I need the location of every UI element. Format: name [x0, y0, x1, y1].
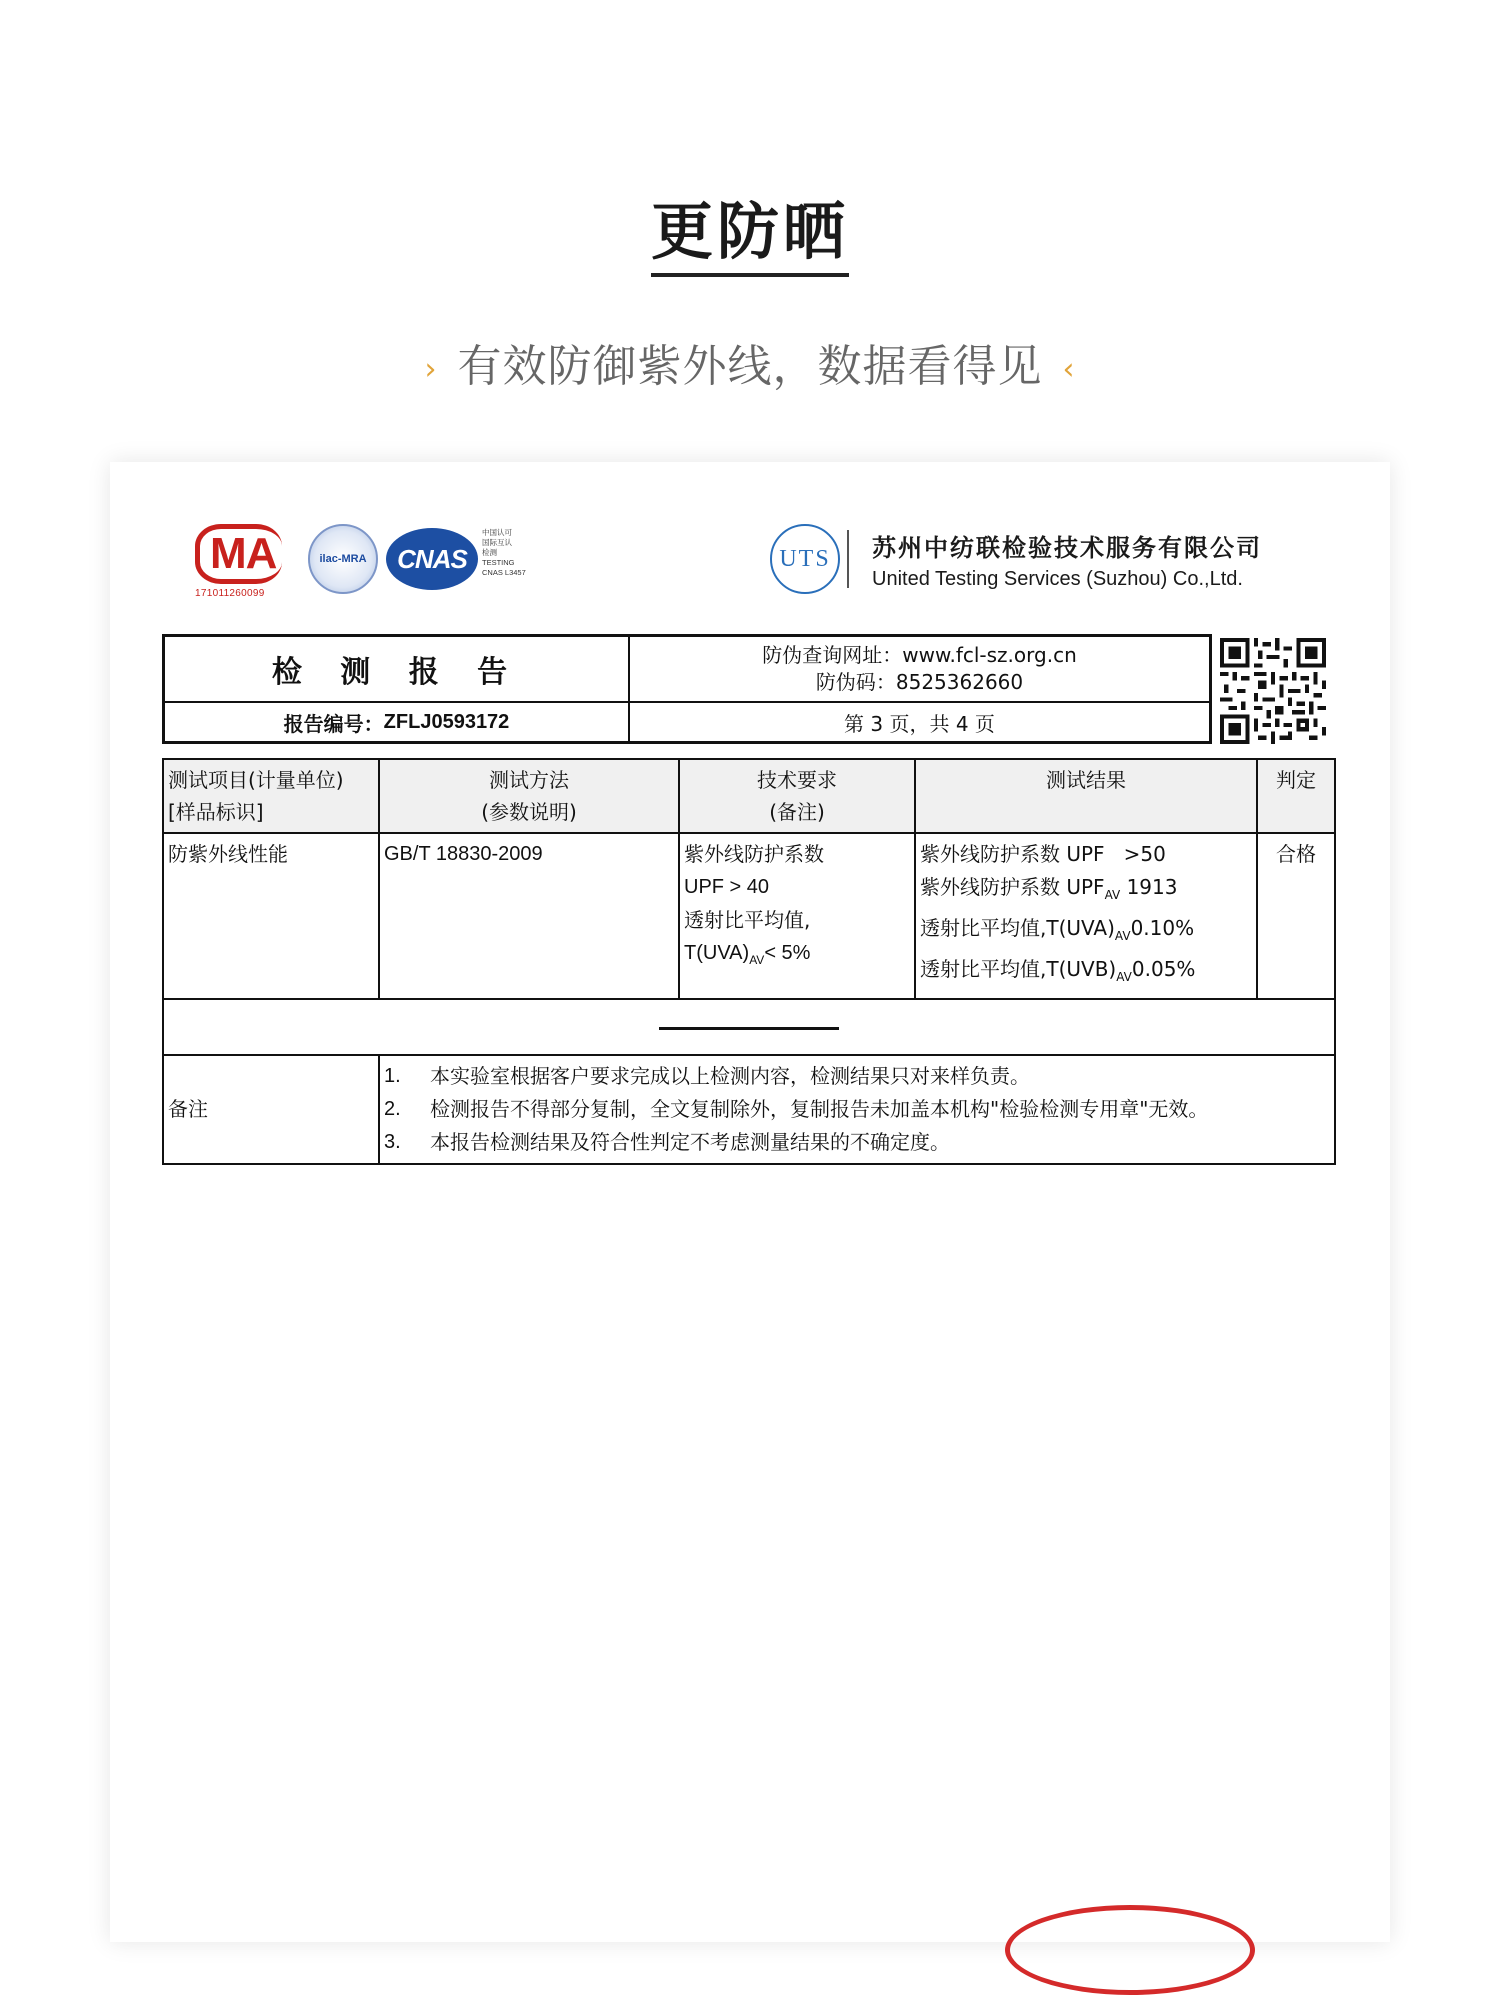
header-judgement [1257, 759, 1335, 833]
separator-row [163, 999, 1335, 1055]
page-title [0, 182, 1500, 277]
separator-cell [163, 999, 1335, 1055]
cma-logo-text: MA [195, 524, 282, 584]
report-number-value: ZFLJ0593172 [383, 710, 510, 733]
ilac-logo-text: ilac-MRA [319, 553, 367, 565]
result-tail: 1913 [1120, 875, 1178, 899]
result-main: 紫外线防护系数 UPF [920, 875, 1105, 899]
cnas-logo [386, 528, 478, 590]
report-number-label: 报告编号： [283, 711, 384, 736]
end-of-data-line [659, 1027, 839, 1030]
header-line: (参数说明) [481, 800, 577, 824]
requirement-tail: < 5% [764, 942, 811, 964]
cnas-caption-line: TESTING [482, 558, 515, 567]
uts-logo [770, 524, 840, 594]
report-header-box [162, 634, 1212, 744]
cell-requirement [679, 833, 915, 999]
ilac-mra-logo [308, 524, 378, 594]
anti-counterfeit-url: 防伪查询网址：www.fcl-sz.org.cn [762, 643, 1077, 667]
requirement-line: 紫外线防护系数 [684, 842, 824, 866]
page-title-text: 更防晒 [651, 182, 849, 277]
cnas-caption-line: CNAS L3457 [482, 568, 526, 577]
cnas-caption-line: 检测 [482, 548, 497, 557]
result-main: 透射比平均值,T(UVB) [920, 957, 1117, 981]
result-tail: 0.10% [1130, 916, 1195, 940]
result-line [920, 912, 1252, 953]
header-line: [样品标识] [168, 800, 264, 824]
header-test-item [163, 759, 379, 833]
test-result-table [162, 758, 1336, 1165]
company-name-cn: 苏州中纺联检验技术服务有限公司 [872, 534, 1262, 562]
header-requirement [679, 759, 915, 833]
result-line [920, 953, 1252, 994]
table-header-row [163, 759, 1335, 833]
result-sub: AV [1116, 970, 1132, 984]
result-main: 透射比平均值,T(UVA) [920, 916, 1115, 940]
cnas-logo-text: CNAS [397, 543, 467, 574]
notes-label: 备注 [163, 1055, 379, 1164]
result-sub: AV [1114, 929, 1131, 943]
note-number: 3. [384, 1131, 401, 1153]
result-line: 紫外线防护系数 UPF >50 [920, 842, 1166, 866]
cell-result [915, 833, 1257, 999]
cell-test-method: GB/T 18830-2009 [379, 833, 679, 999]
logo-divider [847, 530, 849, 588]
notes-row [163, 1055, 1335, 1164]
page-info: 第 3 页，共 4 页 [844, 711, 995, 736]
note-text: 检测报告不得部分复制，全文复制除外，复制报告未加盖本机构"检验检测专用章"无效。 [430, 1097, 1209, 1121]
report-title: 检 测 报 告 [165, 637, 630, 703]
chevron-left-icon: ‹ [1062, 351, 1076, 387]
result-line [920, 871, 1252, 912]
requirement-line: UPF > 40 [684, 876, 770, 898]
uts-logo-text: UTS [779, 545, 831, 572]
company-name-en: United Testing Services (Suzhou) Co.,Ltd. [872, 568, 1243, 590]
requirement-line: 透射比平均值, [684, 908, 811, 932]
requirement-line [684, 937, 910, 977]
result-sub: AV [1104, 888, 1121, 902]
list-item [384, 1060, 1330, 1093]
requirement-sub: AV [749, 953, 765, 967]
requirement-main: T(UVA) [684, 942, 750, 964]
header-line: (备注) [769, 800, 825, 824]
cell-test-item: 防紫外线性能 [163, 833, 379, 999]
subtitle-text: 有效防御紫外线，数据看得见 [457, 341, 1043, 392]
test-report-document [110, 462, 1390, 1942]
header-line: 技术要求 [757, 768, 837, 792]
list-item [384, 1093, 1330, 1126]
anti-counterfeit-code: 防伪码：8525362660 [815, 670, 1024, 694]
cma-logo-number: 171011260099 [195, 588, 265, 599]
cnas-logo-caption [482, 528, 562, 578]
report-number [165, 703, 630, 741]
qr-code-icon [1220, 638, 1326, 744]
chevron-right-icon: › [424, 351, 438, 387]
note-number: 2. [384, 1098, 401, 1120]
anti-counterfeit-info [630, 637, 1209, 703]
cnas-caption-line: 国际互认 [482, 538, 512, 547]
header-line: 测试方法 [489, 768, 569, 792]
list-item [384, 1126, 1330, 1159]
cell-judgement: 合格 [1257, 833, 1335, 999]
note-number: 1. [384, 1065, 401, 1087]
header-line: 测试结果 [1046, 768, 1126, 792]
note-text: 本报告检测结果及符合性判定不考虑测量结果的不确定度。 [430, 1130, 950, 1154]
notes-list [384, 1060, 1330, 1159]
official-seal-stamp [1005, 1905, 1255, 1995]
table-row [163, 833, 1335, 999]
header-line: 测试项目(计量单位) [168, 768, 344, 792]
result-tail: 0.05% [1131, 957, 1196, 981]
header-line: 判定 [1276, 768, 1316, 792]
cma-logo [195, 524, 291, 600]
notes-cell [379, 1055, 1335, 1164]
header-result [915, 759, 1257, 833]
note-text: 本实验室根据客户要求完成以上检测内容，检测结果只对来样负责。 [430, 1064, 1030, 1088]
header-test-method [379, 759, 679, 833]
page-subtitle [0, 330, 1500, 394]
cnas-caption-line: 中国认可 [482, 528, 512, 537]
